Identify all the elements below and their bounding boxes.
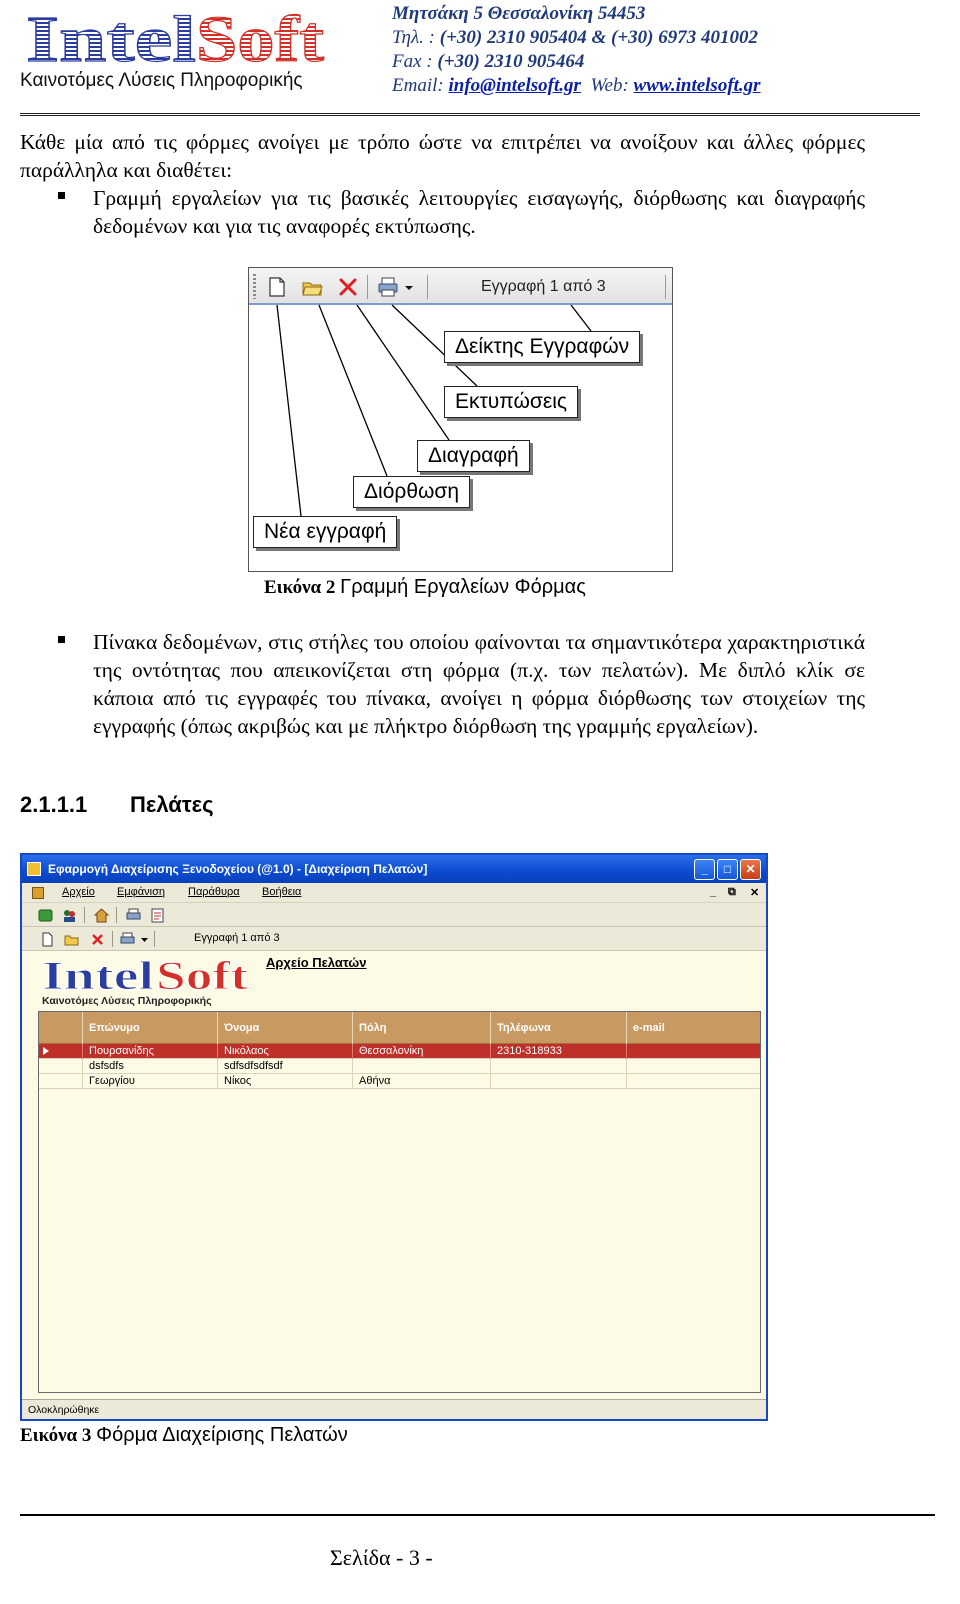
callout-new-record: Νέα εγγραφή — [253, 516, 397, 548]
phone-label: Τηλ. : — [392, 27, 436, 48]
column-header-phones[interactable]: Τηλέφωνα — [491, 1012, 627, 1044]
customers-grid — [38, 1011, 761, 1393]
web-link[interactable]: www.intelsoft.gr — [633, 75, 761, 96]
toolbar-separator — [112, 931, 113, 947]
letterhead — [20, 0, 920, 118]
cell-lastname[interactable]: dsfsdfs — [83, 1059, 218, 1074]
form-toolbar — [22, 927, 766, 951]
svg-text:Soft: Soft — [156, 955, 249, 993]
address: Μητσάκη 5 Θεσσαλονίκη 54453 — [392, 3, 646, 24]
cell-phones[interactable] — [491, 1059, 627, 1074]
phone-value: (+30) 2310 905404 & (+30) 6973 401002 — [439, 27, 759, 48]
footer-divider — [20, 1514, 935, 1516]
form-title: Αρχείο Πελατών — [266, 955, 367, 970]
mdi-close-icon[interactable]: ✕ — [750, 887, 760, 899]
bullet-toolbar-text: Γραμμή εργαλείων για τις βασικές λειτουργίες εισαγωγής, διόρθωσης και διαγραφής δεδομένων και για τις αναφορές εκτύπωσης. — [93, 186, 865, 238]
new-document-icon[interactable] — [40, 932, 55, 947]
printer-icon[interactable] — [120, 932, 135, 947]
users-icon[interactable] — [62, 908, 77, 923]
grid-row-header — [39, 1012, 83, 1044]
svg-text:Intel: Intel — [26, 6, 196, 70]
status-text: Ολοκληρώθηκε — [28, 1404, 100, 1416]
form-tagline: Καινοτόμες Λύσεις Πληροφορικής — [42, 995, 212, 1007]
callout-record-indicator: Δείκτης Εγγραφών — [444, 331, 640, 363]
cell-phones[interactable] — [491, 1074, 627, 1089]
customer-form — [22, 951, 766, 1399]
callout-print: Εκτυπώσεις — [444, 386, 578, 418]
table-row[interactable] — [39, 1044, 760, 1059]
toolbar-separator — [154, 931, 155, 947]
callout-edit: Διόρθωση — [353, 476, 470, 508]
window-title: Εφαρμογή Διαχείρισης Ξενοδοχείου (@1.0) - [Διαχείριση Πελατών] — [48, 862, 428, 876]
figure3-caption-label: Εικόνα 3 — [20, 1425, 92, 1446]
table-row[interactable] — [39, 1074, 760, 1089]
cell-firstname[interactable]: Νίκος — [218, 1074, 353, 1089]
column-header-lastname[interactable]: Επώνυμο — [83, 1012, 218, 1044]
home-icon[interactable] — [94, 908, 109, 923]
email-link[interactable]: info@intelsoft.gr — [448, 75, 581, 96]
menu-view[interactable]: Εμφάνιση — [117, 886, 166, 898]
cell-email[interactable] — [627, 1074, 760, 1089]
status-bar — [22, 1399, 766, 1419]
printer-icon[interactable] — [126, 908, 141, 923]
figure2-caption — [264, 576, 586, 599]
grid-header — [39, 1012, 760, 1044]
main-toolbar — [22, 903, 766, 927]
menu-windows[interactable]: Παράθυρα — [188, 886, 240, 898]
table-row[interactable] — [39, 1059, 760, 1074]
callout-delete: Διαγραφή — [417, 440, 530, 472]
open-folder-icon[interactable] — [64, 932, 79, 947]
close-button[interactable]: ✕ — [740, 859, 761, 880]
page-number: Σελίδα - 3 - — [330, 1545, 433, 1570]
cell-firstname[interactable]: sdfsdfsdfsdf — [218, 1059, 353, 1074]
fax-value: (+30) 2310 905464 — [437, 51, 585, 72]
cell-phones[interactable]: 2310-318933 — [491, 1044, 627, 1059]
row-selector[interactable] — [39, 1044, 83, 1059]
svg-text:Soft: Soft — [196, 6, 325, 70]
record-indicator: Εγγραφή 1 από 3 — [481, 278, 606, 295]
cell-email[interactable] — [627, 1044, 760, 1059]
intro-paragraph: Κάθε μία από τις φόρμες ανοίγει με τρόπο ώστε να επιτρέπει να ανοίξουν και άλλες φόρμες παράλληλα και διαθέτει: — [20, 130, 865, 182]
section-number: 2.1.1.1 — [20, 792, 88, 817]
delete-x-icon[interactable] — [90, 932, 105, 947]
email-label: Email: — [392, 75, 444, 96]
section-heading — [20, 792, 214, 818]
bullet-marker — [58, 192, 65, 199]
figure2-caption-label: Εικόνα 2 — [264, 577, 336, 598]
svg-text:Intel: Intel — [42, 955, 154, 993]
cell-firstname[interactable]: Νικόλαος — [218, 1044, 353, 1059]
bullet-marker — [58, 636, 65, 643]
minimize-button[interactable]: _ — [694, 859, 715, 880]
app-window-screenshot — [20, 853, 768, 1421]
toolbar-diagram — [248, 267, 673, 572]
column-header-city[interactable]: Πόλη — [353, 1012, 491, 1044]
company-tagline: Καινοτόμες Λύσεις Πληροφορικής — [20, 70, 303, 91]
contact-block — [392, 2, 761, 98]
cell-lastname[interactable]: Γεωργίου — [83, 1074, 218, 1089]
row-selector[interactable] — [39, 1074, 83, 1089]
mdi-restore-icon[interactable]: ⧉ — [728, 886, 736, 898]
intelsoft-logo — [26, 6, 326, 70]
figure3-caption — [20, 1424, 348, 1447]
cell-city[interactable]: Αθήνα — [353, 1074, 491, 1089]
cell-city[interactable]: Θεσσαλονίκη — [353, 1044, 491, 1059]
mdi-minimize-icon[interactable]: _ — [710, 886, 717, 898]
database-icon[interactable] — [38, 908, 53, 923]
cell-city[interactable] — [353, 1059, 491, 1074]
app-icon — [27, 862, 41, 876]
cell-email[interactable] — [627, 1059, 760, 1074]
mdi-child-icon[interactable] — [32, 887, 44, 899]
header-divider — [20, 113, 920, 116]
menu-help[interactable]: Βοήθεια — [262, 886, 302, 898]
form-intelsoft-logo — [42, 955, 250, 993]
maximize-button[interactable]: □ — [717, 859, 738, 880]
figure3-caption-text: Φόρμα Διαχείρισης Πελατών — [96, 1424, 348, 1446]
bullet-datagrid-text: Πίνακα δεδομένων, στις στήλες του οποίου φαίνονται τα σημαντικότερα χαρακτηριστικά της οντότητας που απεικονίζεται στη φόρμα (π.χ. των πελατών). Με διπλό κλίκ σε κάποια από τις εγγραφές του πίνακα, ανοίγει η φόρμα διόρθωσης των στοιχείων της εγγραφής (όπως ακριβώς και με πλήκτρο διόρθωση της γραμμής εργαλείων). — [93, 630, 865, 738]
menu-file[interactable]: Αρχείο — [62, 886, 95, 898]
row-selector[interactable] — [39, 1059, 83, 1074]
fax-label: Fax : — [392, 51, 433, 72]
toolbar-separator — [84, 907, 85, 923]
section-title: Πελάτες — [130, 792, 214, 817]
column-header-firstname[interactable]: Όνομα — [218, 1012, 353, 1044]
figure2-caption-text: Γραμμή Εργαλείων Φόρμας — [340, 576, 586, 598]
record-indicator: Εγγραφή 1 από 3 — [194, 932, 280, 944]
report-icon[interactable] — [150, 908, 165, 923]
cell-lastname[interactable]: Πουρσανίδης — [83, 1044, 218, 1059]
toolbar-separator — [116, 907, 117, 923]
dropdown-arrow-icon[interactable] — [140, 932, 149, 947]
column-header-email[interactable]: e-mail — [633, 1022, 665, 1034]
current-row-arrow-icon — [43, 1047, 49, 1055]
web-label: Web: — [590, 75, 629, 96]
window-title-bar[interactable] — [22, 855, 766, 883]
menu-bar — [22, 883, 766, 903]
